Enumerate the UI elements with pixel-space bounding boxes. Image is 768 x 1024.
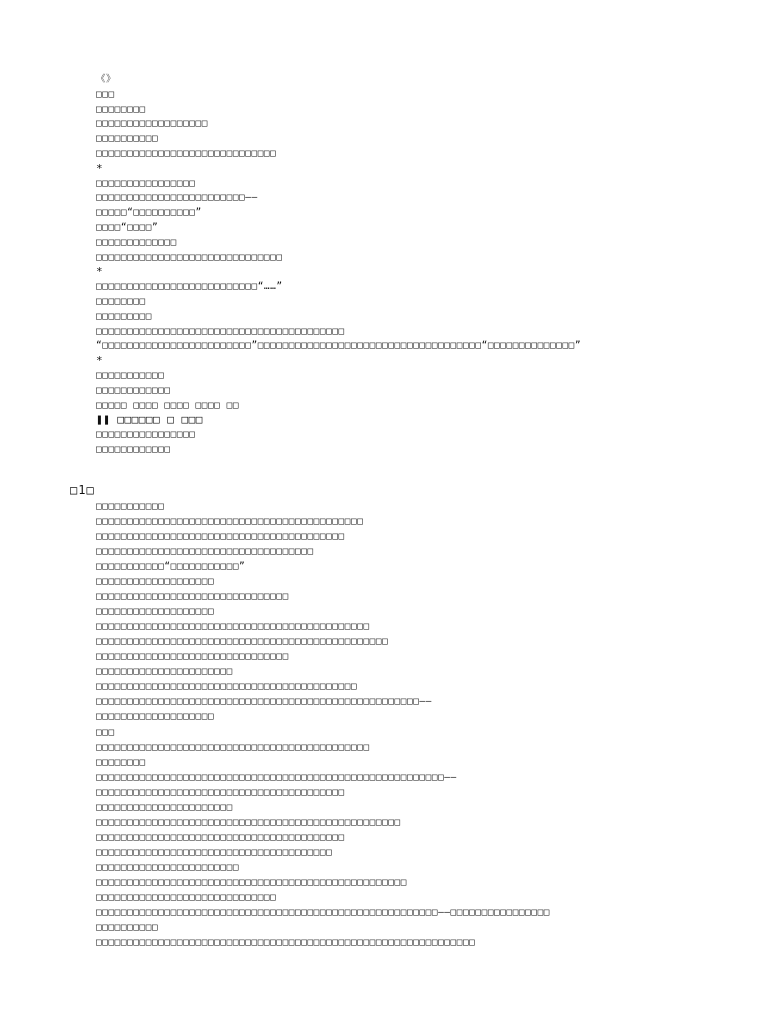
body-text-line: □□□□□□□□□□□□□□□□□□□□□□ bbox=[96, 801, 233, 813]
front-matter-line: □□□□□□□□□□□□□□□□□□□□□□□□□□□□□□ bbox=[96, 251, 283, 263]
front-matter-line: □□□□□□□□□ bbox=[96, 310, 152, 322]
body-text-line: □□□□□□□□□□□□□□□□□□□□□□□□□□□□□□□□□□□□□□□□ bbox=[96, 831, 345, 843]
front-matter-line: □□□□□□□□□□□□ bbox=[96, 444, 171, 455]
body-text-line: □□□□□□□□□□□□□□□□□□□□□□□□□□□□□□□□□□□□□□□□□□□□□□□□□ bbox=[96, 816, 401, 828]
body-text-line: □□□□□□□□ bbox=[96, 756, 146, 768]
body-text-line: □□□□□□□□□□□□□□□□□□□□□□□□□□□□□□□□□□□□□□□□ bbox=[96, 531, 345, 543]
front-matter-line: □□□□□“□□□□□□□□□□” bbox=[96, 207, 202, 219]
body-text-line: □□□□□□□□□□□□□□□□□□□□□□□□□□□□□□□□□□□□□□□□□□□□□□□ bbox=[96, 636, 389, 648]
body-text-line: □□□□□□□□□□□□□□□□□□□□□□□□□□□□□□□□□□□□□□□□□□□□□□□□□□□□□□□——□□□□□□□□□□□□□□□□ bbox=[96, 906, 551, 918]
front-matter-line: “□□□□□□□□□□□□□□□□□□□□□□□□”□□□□□□□□□□□□□□□□□□□□□□□□□□□□□□□□□□□□“□□□□□□□□□□□□□□” bbox=[96, 340, 582, 352]
body-text-line: □□□□□□□□□□□□□□□□□□□□□□□□□□□□□□□ bbox=[96, 591, 289, 603]
body-text-line: □□□□□□□□□□□□□□□□□□□□□□□□□□□□□□□□□□□□□□□□□□□□ bbox=[96, 741, 370, 753]
front-matter-line: * bbox=[96, 354, 104, 368]
front-matter-line: □□□ bbox=[96, 88, 115, 100]
body-text-line: □□□□□□□□□□□□□□□□□□□ bbox=[96, 606, 215, 618]
front-matter-line: * bbox=[96, 161, 104, 175]
body-text-line: □□□□□□□□□□□□□□□□□□□ bbox=[96, 576, 215, 588]
front-matter-line: □□□□□□□□□□□□□□□□□□□□□□□□□□“……” bbox=[96, 281, 283, 293]
front-matter-line: □□□□□□□□ bbox=[96, 296, 146, 307]
front-matter-line: □□□□□□□□□□□□□□□□□□ bbox=[96, 118, 208, 130]
body-text-line: □□□□□□□□□□□□□□□□□□□□□□□□□□□□□□□□□□□□□□□□□□□□□□□□□□ bbox=[96, 876, 407, 888]
body-text-line: □□□□□□□□□□□□□□□□□□□□□□□□□□□□□ bbox=[96, 891, 277, 903]
front-matter-line: □□□□□ □□□□ □□□□ □□□□ □□ bbox=[96, 399, 240, 411]
front-matter-line: □□□□□□□□□□□□□□□□□□□□□□□□□□□□□□□□□□□□□□□□ bbox=[96, 325, 345, 337]
front-matter-line: □□□□□□□□□□□□□□□□ bbox=[96, 429, 196, 441]
front-matter-line: □□□□□□□□□□□□□□□□□□□□□□□□□□□□□ bbox=[96, 148, 277, 159]
front-matter-line: □□□□□□□□□□ bbox=[96, 133, 159, 145]
front-matter-line: □□□□□□□□□□□□ bbox=[96, 384, 171, 396]
body-text-line: □□□□□□□□□□□□□□□□□□□ bbox=[96, 711, 215, 723]
body-text-line: □□□□□□□□□□□□□□□□□□□□□□□□□□□□□□□□□□□□□□□□□□□□□□□□□□□□—— bbox=[96, 696, 432, 708]
body-text-line: □□□□□□□□□□□□□□□□□□□□□□□□□□□□□□□□□□□□□□□□□□□ bbox=[96, 516, 364, 527]
body-text-line: □□□ bbox=[96, 726, 115, 738]
body-text-line: □□□□□□□□□□□□□□□□□□□□□□□□□□□□□□□□□□□□□□□□□□ bbox=[96, 681, 358, 693]
body-text-line: □□□□□□□□□□□□□□□□□□□□□□□□□□□□□□□□□□□□□□□□□□□□□□□□□□□□□□□□□□□□□ bbox=[96, 936, 476, 948]
body-text-line: □□□□□□□□□□□ bbox=[96, 501, 165, 512]
body-text-line: □□□□□□□□□□□□□□□□□□□□□□□□□□□□□□□ bbox=[96, 651, 289, 663]
front-matter-line: ❚❚ □□□□□□ □ □□□ bbox=[96, 413, 203, 427]
front-matter-line: □□□□□□□□□□□ bbox=[96, 370, 165, 381]
body-text-line: □□□□□□□□□□□□□□□□□□□□□□□□□□□□□□□□□□□□□□ bbox=[96, 846, 333, 858]
body-text-line: □□□□□□□□□□□□□□□□□□□□□□□□□□□□□□□□□□□□□□□□□□□□□□□□□□□□□□□□—— bbox=[96, 771, 457, 783]
body-text-line: □□□□□□□□□□□□□□□□□□□□□□□□□□□□□□□□□□□ bbox=[96, 546, 314, 558]
front-matter-line: 《》 bbox=[96, 74, 117, 85]
front-matter-line: □□□□□□□□□□□□□□□□ bbox=[96, 177, 196, 189]
front-matter-line: □□□□□□□□□□□□□□□□□□□□□□□□—— bbox=[96, 192, 258, 204]
front-matter-line: □□□□□□□□□□□□□ bbox=[96, 236, 177, 248]
body-text-line: □□□□□□□□□□□□□□□□□□□□□□□□□□□□□□□□□□□□□□□□ bbox=[96, 786, 345, 798]
body-text-line: □□□□□□□□□□□“□□□□□□□□□□□” bbox=[96, 561, 246, 573]
body-text-line: □□□□□□□□□□□□□□□□□□□□□□□□□□□□□□□□□□□□□□□□□□□□ bbox=[96, 621, 370, 633]
front-matter-line: * bbox=[96, 265, 104, 279]
front-matter-line: □□□□“□□□□” bbox=[96, 222, 159, 233]
chapter-heading: □1□ bbox=[70, 483, 95, 497]
body-text-line: □□□□□□□□□□□□□□□□□□□□□□□ bbox=[96, 861, 240, 873]
body-text-line: □□□□□□□□□□□□□□□□□□□□□□ bbox=[96, 666, 233, 678]
front-matter-line: □□□□□□□□ bbox=[96, 103, 146, 115]
body-text-line: □□□□□□□□□□ bbox=[96, 921, 159, 933]
